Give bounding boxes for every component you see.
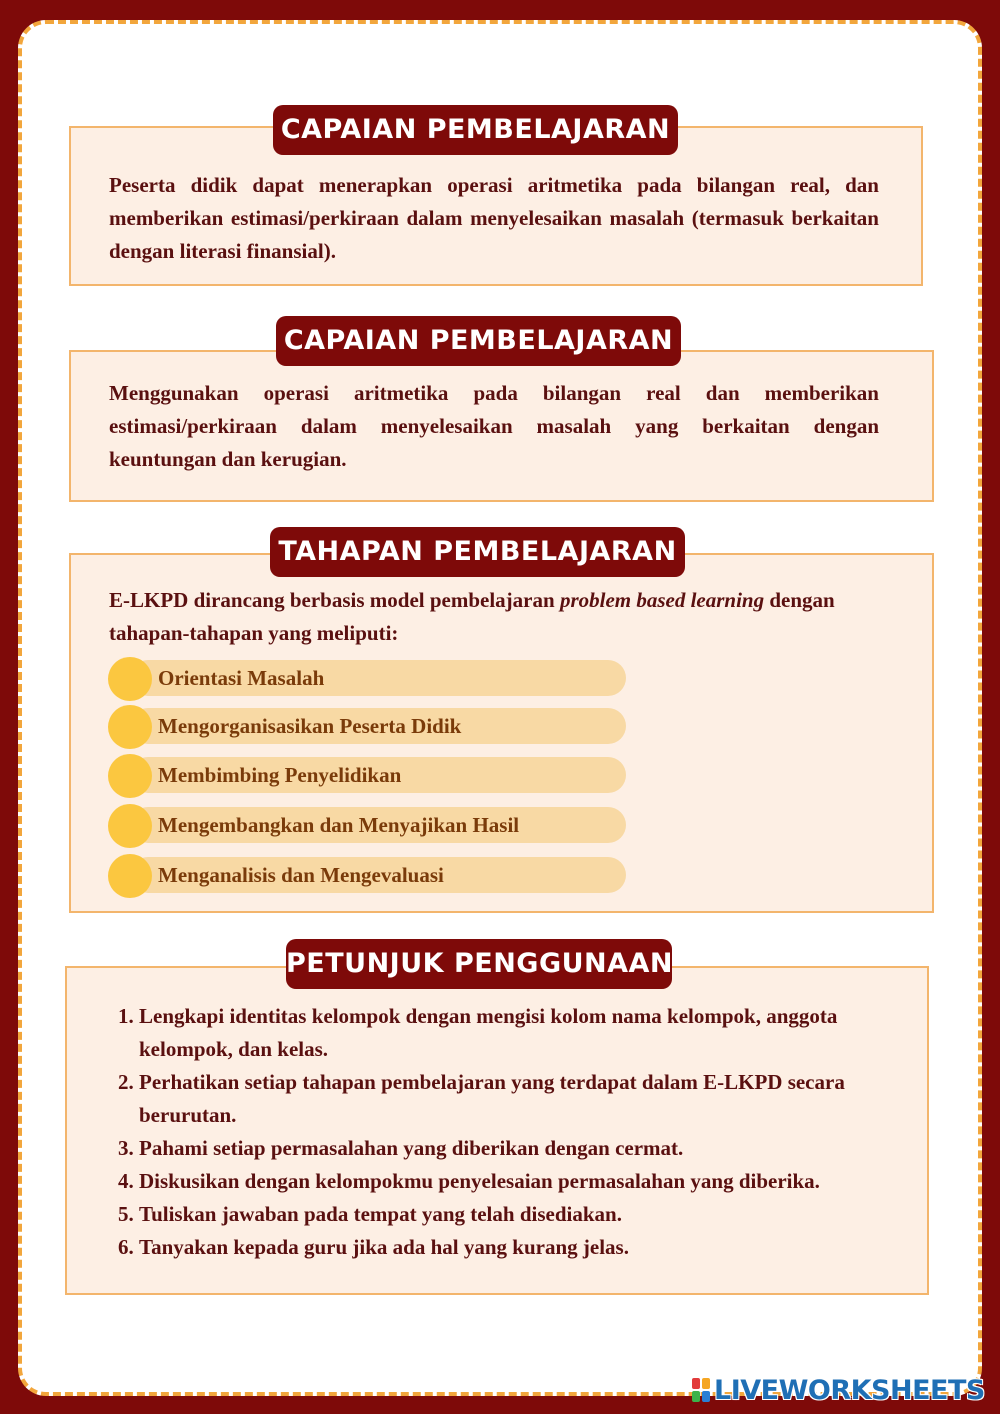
logo-square [702,1391,710,1402]
step-label: Mengembangkan dan Menyajikan Hasil [158,813,520,837]
list-number: 3. [118,1136,134,1160]
step-label: Mengorganisasikan Peserta Didik [158,714,462,738]
tahapan-intro [109,584,904,650]
list-text: Lengkapi identitas kelompok dengan mengisi kolom nama kelompok, anggota kelompok, dan kelas. [139,1004,838,1061]
step-bullet-icon [108,854,152,898]
logo-square [692,1378,700,1389]
tahapan-heading: TAHAPAN PEMBELAJARAN [270,527,685,577]
list-text: Pahami setiap permasalahan yang diberikan dengan cermat. [139,1136,684,1160]
logo-square [702,1378,710,1389]
petunjuk-heading: PETUNJUK PENGGUNAAN [286,939,672,989]
list-item [108,1198,898,1231]
tahapan-step [108,757,626,793]
list-item [108,1132,898,1165]
list-item [108,1066,898,1132]
list-text: Perhatikan setiap tahapan pembelajaran yang terdapat dalam E-LKPD secara berurutan. [139,1070,845,1127]
capaian-heading-2: CAPAIAN PEMBELAJARAN [276,316,681,366]
tahapan-step [108,857,626,893]
list-item [108,1000,898,1066]
step-label: Membimbing Penyelidikan [158,763,402,787]
list-text: Diskusikan dengan kelompokmu penyelesaian permasalahan yang diberika. [139,1169,820,1193]
capaian-text-2: Menggunakan operasi aritmetika pada bilangan real dan memberikan estimasi/perkiraan dalam menyelesaikan masalah yang berkaitan dengan keuntungan dan kerugian. [109,381,879,471]
list-number: 6. [118,1235,134,1259]
list-text: Tuliskan jawaban pada tempat yang telah disediakan. [139,1202,622,1226]
logo-square [692,1391,700,1402]
tahapan-step [108,807,626,843]
list-number: 4. [118,1169,134,1193]
list-item [108,1231,898,1264]
list-text: Tanyakan kepada guru jika ada hal yang kurang jelas. [139,1235,629,1259]
step-bullet-icon [108,804,152,848]
list-item [108,1165,898,1198]
step-bullet-icon [108,657,152,701]
tahapan-step [108,660,626,696]
list-number: 5. [118,1202,134,1226]
capaian-heading-1: CAPAIAN PEMBELAJARAN [273,105,678,155]
list-number: 2. [118,1070,134,1094]
step-bullet-icon [108,754,152,798]
tahapan-intro-italic: problem based learning [559,588,765,612]
watermark-text: LIVEWORKSHEETS [714,1374,985,1406]
list-number: 1. [118,1004,134,1028]
tahapan-intro-before: E-LKPD dirancang berbasis model pembelajaran [109,588,560,612]
capaian-text-1: Peserta didik dapat menerapkan operasi aritmetika pada bilangan real, dan memberikan estimasi/perkiraan dalam menyelesaikan masalah (termasuk berkaitan dengan literasi finansial). [109,173,879,263]
tahapan-intro-after: dengan tahapan-tahapan yang meliputi: [109,588,835,645]
step-label: Orientasi Masalah [158,666,325,690]
step-bullet-icon [108,705,152,749]
petunjuk-list [108,1000,898,1264]
step-label: Menganalisis dan Mengevaluasi [158,863,444,887]
liveworksheets-watermark[interactable] [692,1376,985,1404]
tahapan-step [108,708,626,744]
liveworksheets-logo-icon [692,1378,710,1402]
